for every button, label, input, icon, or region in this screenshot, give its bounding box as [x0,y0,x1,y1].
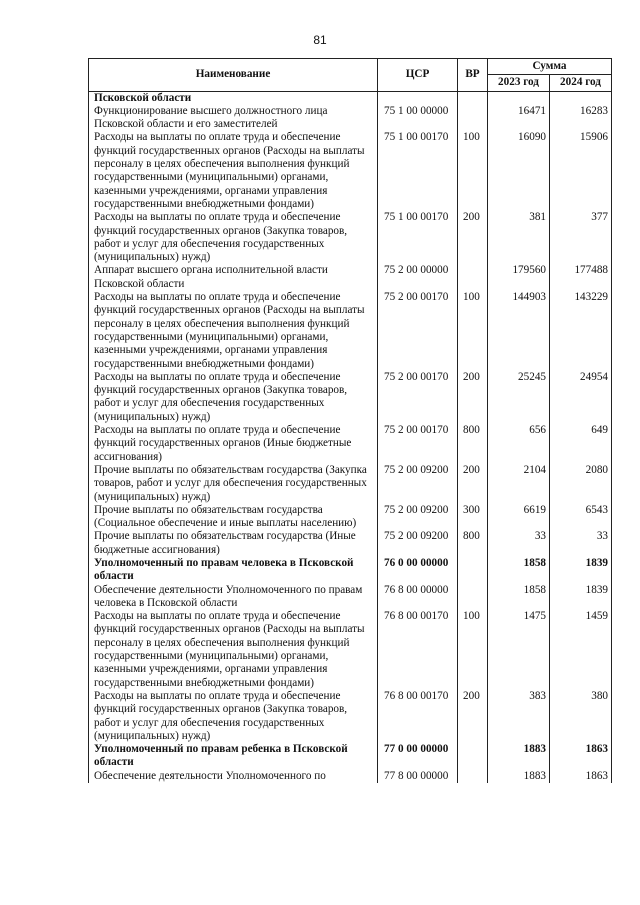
row-2024: 2080 [550,464,612,504]
row-name: Расходы на выплаты по оплате труда и обеспечение функций государственных органов (Расходы на выплаты персоналу в целях обеспечения выполнения функций государственными (муниципальными) органами, казенными учреждениями, органами управления государственными внебюджетными фондами) [89,131,378,211]
table-row [89,690,612,743]
row-2024: 33 [550,530,612,557]
row-2023: 6619 [488,504,550,531]
row-name: Уполномоченный по правам ребенка в Псковской области [89,743,378,770]
row-name: Псковской области [89,91,378,105]
row-name: Уполномоченный по правам человека в Псковской области [89,557,378,584]
row-2024: 6543 [550,504,612,531]
row-2023: 1475 [488,610,550,690]
row-name: Расходы на выплаты по оплате труда и обеспечение функций государственных органов (Закупка товаров, работ и услуг для обеспечения государственных (муниципальных) нужд) [89,690,378,743]
row-name: Прочие выплаты по обязательствам государства (Закупка товаров, работ и услуг для обеспечения государственных (муниципальных) нужд) [89,464,378,504]
row-2023: 16090 [488,131,550,211]
row-name: Расходы на выплаты по оплате труда и обеспечение функций государственных органов (Закупка товаров, работ и услуг для обеспечения государственных (муниципальных) нужд) [89,371,378,424]
row-name: Функционирование высшего должностного лица Псковской области и его заместителей [89,105,378,132]
page-number: 81 [313,33,327,47]
row-vr: 300 [458,504,488,531]
row-2023: 1883 [488,743,550,770]
row-2024: 1863 [550,743,612,770]
row-vr [458,264,488,291]
row-2023: 2104 [488,464,550,504]
row-2023: 1858 [488,584,550,611]
row-2024: 377 [550,211,612,264]
row-csr: 75 2 00 09200 [378,530,458,557]
table-row [89,105,612,132]
table-row [89,371,612,424]
table-header [89,59,612,92]
row-csr: 75 1 00 00170 [378,131,458,211]
row-vr: 200 [458,371,488,424]
table-row [89,464,612,504]
table-row [89,770,612,783]
row-vr [458,584,488,611]
header-name: Наименование [89,59,378,92]
row-csr: 76 8 00 00170 [378,690,458,743]
row-2023: 1858 [488,557,550,584]
row-csr: 77 0 00 00000 [378,743,458,770]
row-2023: 1883 [488,770,550,783]
row-2024: 143229 [550,291,612,371]
row-2023: 381 [488,211,550,264]
row-vr: 800 [458,530,488,557]
row-2023 [488,91,550,105]
row-vr [458,770,488,783]
row-2023: 179560 [488,264,550,291]
row-2024: 16283 [550,105,612,132]
row-vr: 800 [458,424,488,464]
row-csr: 77 8 00 00000 [378,770,458,783]
row-csr: 76 8 00 00000 [378,584,458,611]
row-csr: 75 2 00 00170 [378,291,458,371]
row-2024: 380 [550,690,612,743]
row-csr: 75 2 00 00170 [378,424,458,464]
table-row [89,743,612,770]
row-2024 [550,91,612,105]
row-2023: 656 [488,424,550,464]
row-csr: 76 0 00 00000 [378,557,458,584]
row-vr [458,91,488,105]
row-vr: 100 [458,291,488,371]
row-name: Аппарат высшего органа исполнительной власти Псковской области [89,264,378,291]
table-row [89,211,612,264]
table-row [89,557,612,584]
table-body [89,91,612,783]
row-2023: 144903 [488,291,550,371]
budget-table [88,58,612,783]
row-2024: 1459 [550,610,612,690]
header-2024: 2024 год [550,75,612,91]
row-vr [458,743,488,770]
row-vr [458,557,488,584]
table-row [89,504,612,531]
row-vr: 200 [458,211,488,264]
row-csr: 75 2 00 00000 [378,264,458,291]
row-2024: 177488 [550,264,612,291]
header-2023: 2023 год [488,75,550,91]
row-vr: 100 [458,131,488,211]
table-row [89,584,612,611]
row-2024: 24954 [550,371,612,424]
row-csr: 75 2 00 00170 [378,371,458,424]
row-2023: 16471 [488,105,550,132]
row-2024: 15906 [550,131,612,211]
row-vr: 100 [458,610,488,690]
row-2024: 1839 [550,557,612,584]
table-row [89,91,612,105]
table-row [89,264,612,291]
row-name: Расходы на выплаты по оплате труда и обеспечение функций государственных органов (Иные бюджетные ассигнования) [89,424,378,464]
table-row [89,131,612,211]
row-2024: 1839 [550,584,612,611]
row-vr: 200 [458,464,488,504]
row-csr [378,91,458,105]
row-name: Обеспечение деятельности Уполномоченного по правам человека в Псковской области [89,584,378,611]
table-row [89,291,612,371]
row-name: Прочие выплаты по обязательствам государства (Иные бюджетные ассигнования) [89,530,378,557]
row-2023: 383 [488,690,550,743]
row-vr: 200 [458,690,488,743]
row-name: Расходы на выплаты по оплате труда и обеспечение функций государственных органов (Расходы на выплаты персоналу в целях обеспечения выполнения функций государственными (муниципальными) органами, казенными учреждениями, органами управления государственными внебюджетными фондами) [89,610,378,690]
header-vr: ВР [458,59,488,92]
row-name: Расходы на выплаты по оплате труда и обеспечение функций государственных органов (Закупка товаров, работ и услуг для обеспечения государственных (муниципальных) нужд) [89,211,378,264]
table-row [89,424,612,464]
row-csr: 76 8 00 00170 [378,610,458,690]
header-csr: ЦСР [378,59,458,92]
table-row [89,610,612,690]
row-csr: 75 1 00 00170 [378,211,458,264]
row-2023: 33 [488,530,550,557]
row-csr: 75 2 00 09200 [378,464,458,504]
row-csr: 75 2 00 09200 [378,504,458,531]
row-csr: 75 1 00 00000 [378,105,458,132]
row-vr [458,105,488,132]
row-2023: 25245 [488,371,550,424]
row-name: Расходы на выплаты по оплате труда и обеспечение функций государственных органов (Расходы на выплаты персоналу в целях обеспечения выполнения функций государственными (муниципальными) органами, казенными учреждениями, органами управления государственными внебюджетными фондами) [89,291,378,371]
row-name: Обеспечение деятельности Уполномоченного по [89,770,378,783]
row-2024: 1863 [550,770,612,783]
row-2024: 649 [550,424,612,464]
header-sum: Сумма [488,59,612,75]
table-row [89,530,612,557]
row-name: Прочие выплаты по обязательствам государства (Социальное обеспечение и иные выплаты населению) [89,504,378,531]
